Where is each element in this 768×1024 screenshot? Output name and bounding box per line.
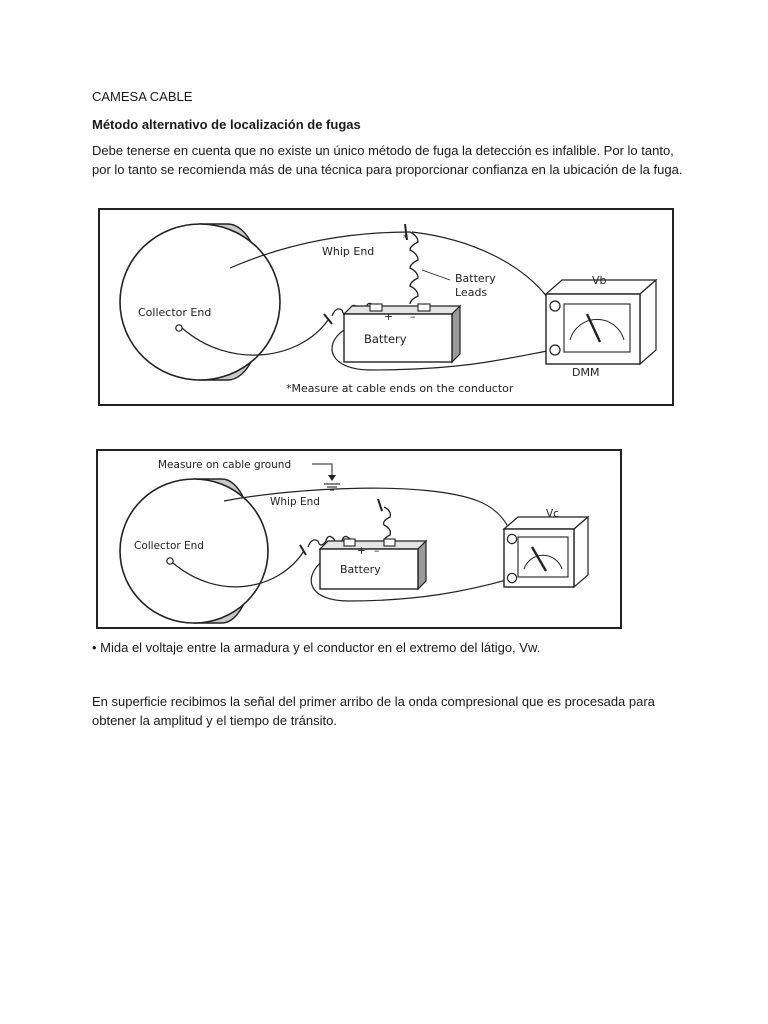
whip-wire xyxy=(224,488,512,537)
intro-paragraph: Debe tenerse en cuenta que no existe un único método de fuga la detección es infalible. Por lo tanto, por lo tanto se recomienda más de una técnica para proporcionar confianza en la ubicación de la fuga. xyxy=(92,143,683,177)
battery-minus-sign: – xyxy=(410,310,416,323)
battery-label: Battery xyxy=(340,563,381,576)
whip-end-label: Whip End xyxy=(322,245,375,258)
battery-negative-terminal xyxy=(418,304,430,311)
dmm-label: DMM xyxy=(572,366,600,379)
battery-positive-terminal xyxy=(344,539,355,546)
meter-terminal-top xyxy=(507,534,516,543)
collector-end-label: Collector End xyxy=(134,540,204,552)
meter-label-vc: Vc xyxy=(546,508,559,520)
battery-leads-label-line1: Battery xyxy=(455,272,496,285)
meter-dial xyxy=(518,537,568,577)
leads-pointer xyxy=(422,270,450,280)
battery-side xyxy=(452,306,460,362)
battery-top xyxy=(344,306,460,314)
drum-face xyxy=(120,224,280,380)
diagram-cable-ground xyxy=(96,449,622,629)
collector-terminal xyxy=(167,558,173,564)
battery-plus-sign: + xyxy=(384,310,394,323)
coil-tick xyxy=(324,314,332,324)
meter-label-vb: Vb xyxy=(592,274,607,287)
collector-end-label: Collector End xyxy=(138,306,212,319)
meter-dial xyxy=(564,304,630,352)
section-heading: Método alternativo de localización de fugas xyxy=(92,117,361,132)
diagram-2-svg xyxy=(98,451,620,627)
bullet-paragraph: • Mida el voltaje entre la armadura y el conductor en el extremo del látigo, Vw. xyxy=(92,640,541,655)
collector-terminal xyxy=(176,325,182,331)
ground-arrowhead xyxy=(328,475,336,481)
whip-end-label: Whip End xyxy=(270,496,320,508)
battery-leads-label-line2: Leads xyxy=(455,286,488,299)
meter-side xyxy=(640,280,656,364)
battery-label: Battery xyxy=(364,332,407,346)
measure-note: *Measure at cable ends on the conductor xyxy=(286,382,514,395)
measure-ground-label: Measure on cable ground xyxy=(158,459,292,471)
battery-side xyxy=(418,541,426,589)
battery-minus-sign: – xyxy=(374,545,380,557)
battery-top xyxy=(320,541,426,549)
meter-terminal-bottom xyxy=(550,345,560,355)
closing-paragraph: En superficie recibimos la señal del primer arribo de la onda compresional que es procesada para obtener la amplitud y el tiempo de tránsito. xyxy=(92,694,655,728)
whip-tick xyxy=(378,499,382,511)
battery-plus-sign: + xyxy=(357,545,366,557)
meter-terminal-bottom xyxy=(507,573,516,582)
diagram-1-svg xyxy=(100,210,672,404)
battery-positive-terminal xyxy=(370,304,382,311)
ground-pointer xyxy=(312,464,332,479)
vertical-lead-coil xyxy=(410,232,418,304)
vertical-lead-coil xyxy=(384,507,391,543)
diagram-battery-leads xyxy=(98,208,674,406)
document-title: CAMESA CABLE xyxy=(92,89,193,104)
asterisk-mark: * xyxy=(403,233,408,244)
battery-negative-terminal xyxy=(384,539,395,546)
meter-terminal-top xyxy=(550,301,560,311)
meter-side xyxy=(574,517,588,587)
